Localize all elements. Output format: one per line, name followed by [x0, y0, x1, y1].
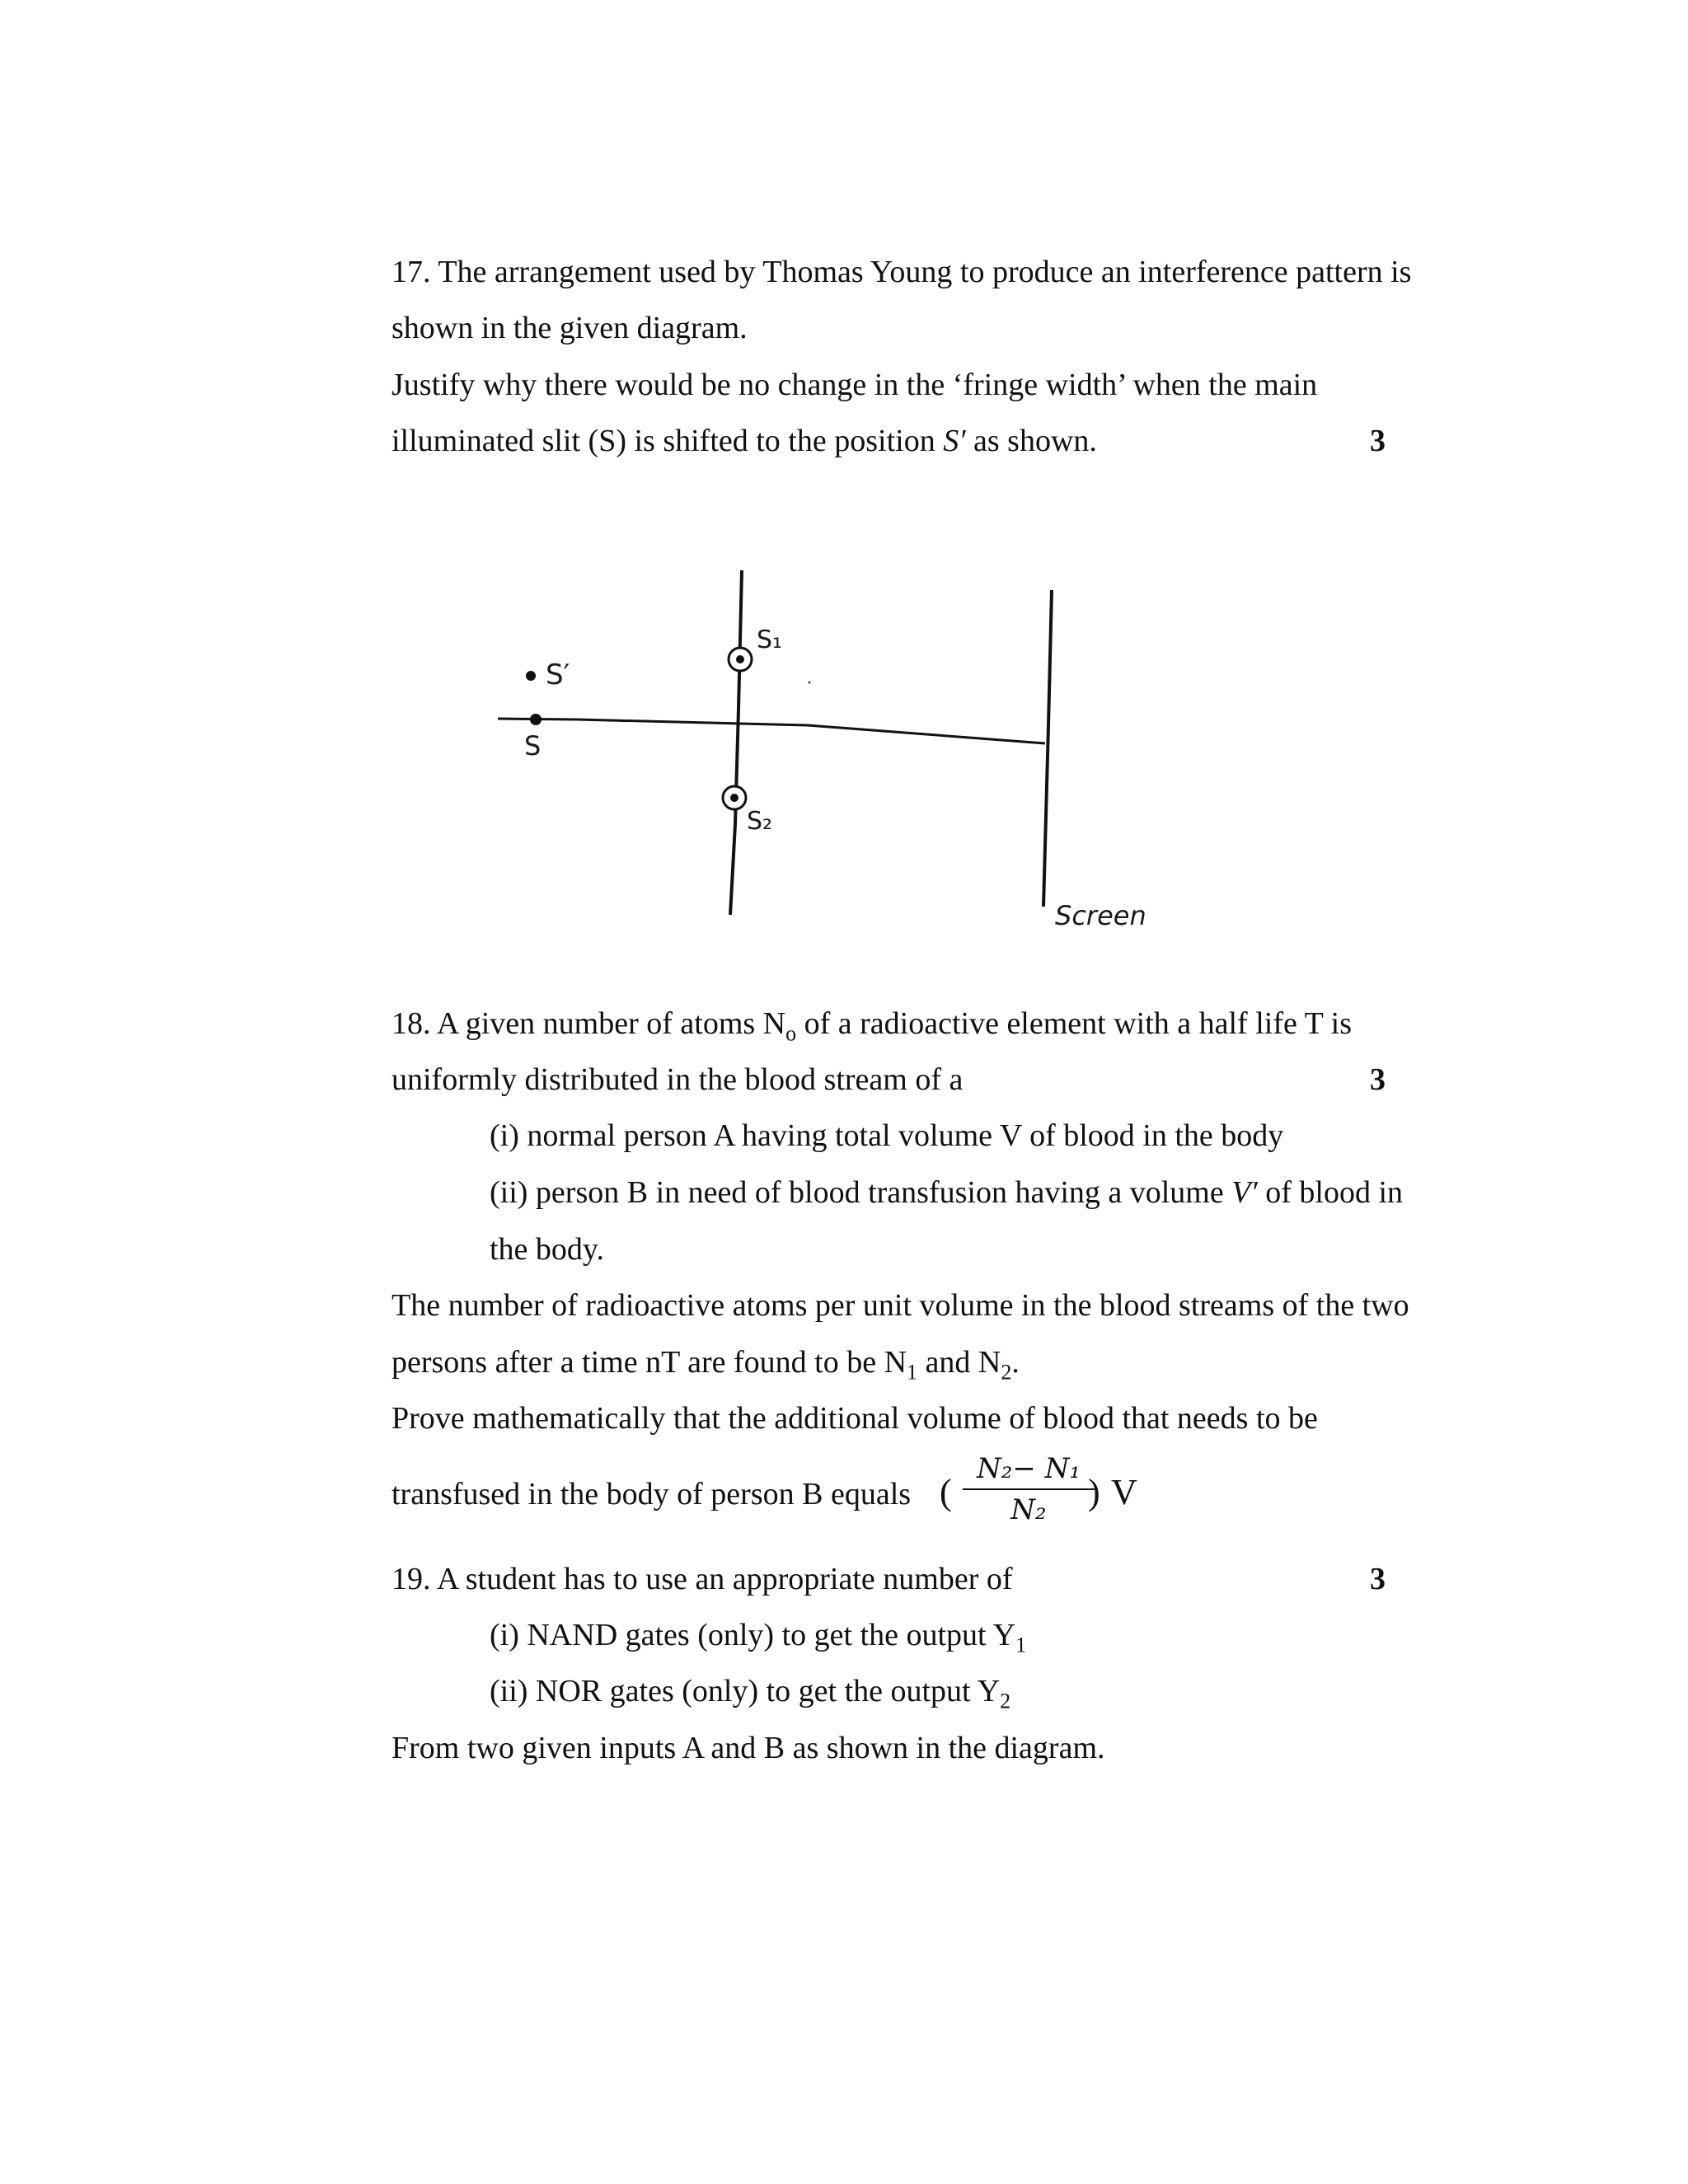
q17-line-4 — [392, 421, 1097, 461]
q17-line-4-tail: as shown. — [965, 424, 1097, 458]
q18-fraction-bar — [963, 1488, 1095, 1490]
q17-line-2: shown in the given diagram. — [392, 311, 748, 345]
q17-s-prime-symbol: S′ — [943, 424, 966, 458]
q19-line-1: 19. A student has to use an appropriate number of — [392, 1562, 1013, 1596]
slit-s2-center — [730, 794, 738, 802]
q18-item-2-text: (ii) person B in need of blood transfusion having a volume — [490, 1175, 1232, 1210]
q19-line-4: From two given inputs A and B as shown in the diagram. — [392, 1731, 1105, 1765]
q18-line-6-and: and N — [917, 1345, 1001, 1380]
q19-item-1 — [490, 1615, 1026, 1655]
q18-item-2 — [490, 1173, 1403, 1212]
q19-marks: 3 — [1370, 1562, 1386, 1596]
q18-fraction-denominator: N₂ — [1010, 1493, 1047, 1526]
q18-line-6-text: persons after a time nT are found to be N — [392, 1345, 907, 1380]
q17-line-1: 17. The arrangement used by Thomas Young to produce an interference pattern is — [392, 255, 1412, 289]
q18-n1-sub: 1 — [907, 1360, 918, 1385]
q18-line-2: uniformly distributed in the blood stream of a — [392, 1062, 964, 1097]
q18-item-1: (i) normal person A having total volume V of blood in the body — [490, 1118, 1284, 1153]
q18-n2-sub: 2 — [1001, 1360, 1012, 1385]
label-s2: S₂ — [747, 807, 773, 836]
stray-dot — [809, 682, 811, 684]
label-s: S — [524, 730, 542, 762]
q18-fraction-numerator: N₂− N₁ — [976, 1452, 1081, 1485]
q18-line-1 — [392, 1004, 1353, 1046]
q17-marks: 3 — [1370, 424, 1386, 458]
q18-line-6 — [392, 1343, 1020, 1385]
label-s1: S₁ — [757, 626, 783, 654]
q18-n-sub-o: o — [785, 1021, 797, 1046]
source-s-prime-dot — [526, 671, 536, 681]
q18-fraction — [963, 1452, 1095, 1526]
q18-line-6-end: . — [1011, 1345, 1020, 1380]
slit-s1-center — [736, 655, 744, 663]
q18-line-1-text: 18. A given number of atoms N — [392, 1006, 786, 1041]
q19-item-2-text: (ii) NOR gates (only) to get the output Y — [490, 1674, 1001, 1708]
q18-unit-v: V — [1111, 1472, 1137, 1512]
q19-item-2 — [490, 1671, 1010, 1711]
q19-item-1-text: (i) NAND gates (only) to get the output Y — [490, 1618, 1016, 1652]
q17-line-4-text: illuminated slit (S) is shifted to the position — [392, 424, 944, 458]
q18-open-paren: ( — [940, 1472, 952, 1512]
q18-line-8: transfused in the body of person B equals — [392, 1477, 912, 1511]
q18-item-2-cont: the body. — [490, 1232, 604, 1267]
screen-line — [1043, 590, 1052, 907]
young-double-slit-diagram — [478, 560, 1187, 940]
source-s-dot — [530, 714, 542, 725]
q17-line-3: Justify why there would be no change in the ‘fringe width’ when the main — [392, 368, 1318, 402]
central-axis-line — [498, 719, 1045, 743]
q19-y1-sub: 1 — [1015, 1633, 1027, 1657]
q18-line-5: The number of radioactive atoms per unit volume in the blood streams of the two — [392, 1288, 1409, 1323]
q18-line-7: Prove mathematically that the additional volume of blood that needs to be — [392, 1401, 1318, 1436]
q18-line-1-tail: of a radioactive element with a half life T is — [796, 1006, 1353, 1041]
label-s-prime: S′ — [546, 658, 570, 691]
label-screen: Screen — [1055, 900, 1146, 931]
q18-v-prime-symbol: V′ — [1231, 1175, 1258, 1210]
q19-y2-sub: 2 — [1000, 1689, 1011, 1713]
slit-barrier-line — [730, 570, 742, 915]
q18-item-2-tail: of blood in — [1257, 1175, 1404, 1210]
q18-marks: 3 — [1370, 1062, 1386, 1097]
q18-close-paren: ) — [1088, 1472, 1100, 1512]
